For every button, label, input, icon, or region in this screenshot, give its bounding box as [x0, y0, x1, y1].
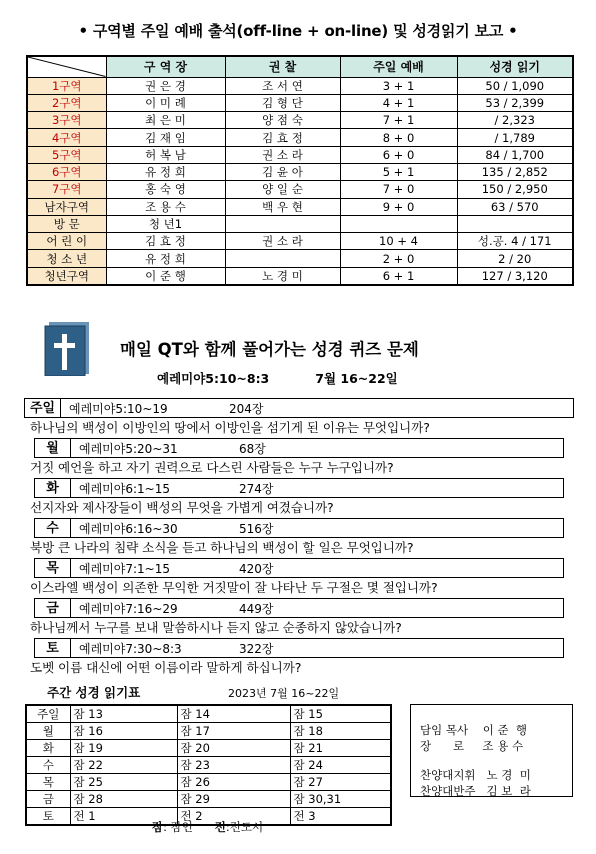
worship-cell: 6 + 1: [340, 267, 457, 285]
reading-cell-3: 잠 30,31: [290, 791, 391, 808]
leader-cell: 최 은 미: [106, 112, 225, 129]
worship-cell: 7 + 0: [340, 181, 457, 198]
quiz-hymn: 449장: [239, 601, 274, 616]
legend-val-1: : 잠언: [163, 820, 193, 834]
deacon-cell: 권 소 라: [225, 233, 340, 250]
attendance-row: [27, 233, 573, 250]
quiz-question: 이스라엘 백성이 의존한 무익한 거짓말이 잘 나타난 두 구절은 몇 절입니까?: [30, 580, 438, 595]
worship-cell: 9 + 0: [340, 198, 457, 215]
attendance-row: [27, 198, 573, 215]
legend-key-2: 전: [214, 820, 226, 834]
deacon-cell: 노 경 미: [225, 267, 340, 285]
header-worship: 주일 예배: [340, 56, 457, 77]
quiz-day-header: [34, 518, 564, 538]
reading-cell: 63 / 570: [457, 198, 573, 215]
reading-cell: [457, 215, 573, 232]
header-leader: 구 역 장: [106, 56, 225, 77]
reading-cell-1: 잠 22: [70, 757, 177, 774]
quiz-day-label: 금: [35, 599, 71, 617]
reading-day-cell: 주일: [26, 705, 70, 723]
zone-cell: 어 린 이: [27, 233, 106, 250]
staff-choir-accompanist: 찬양대반주 김 보 라: [420, 783, 531, 798]
reading-cell-2: 잠 17: [177, 723, 290, 740]
quiz-hymn: 322장: [239, 641, 274, 656]
quiz-day-label: 주일: [25, 399, 61, 417]
reading-day-cell: 화: [26, 740, 70, 757]
quiz-question: 선지자와 제사장들이 백성의 무엇을 가볍게 여겼습니까?: [30, 500, 334, 515]
reading-cell-1: 잠 28: [70, 791, 177, 808]
quiz-hymn: 274장: [239, 481, 274, 496]
reading-cell-3: 잠 18: [290, 723, 391, 740]
reading-row: [26, 791, 391, 808]
leader-cell: 조 용 수: [106, 198, 225, 215]
deacon-cell: 김 윤 아: [225, 163, 340, 180]
reading-day-cell: 수: [26, 757, 70, 774]
leader-cell: 김 재 임: [106, 129, 225, 146]
reading-cell: 2 / 20: [457, 250, 573, 267]
reading-date: 2023년 7월 16~22일: [228, 687, 340, 700]
quiz-scripture-ref: 예레미야7:1~15: [79, 561, 171, 576]
reading-cell-2: 잠 23: [177, 757, 290, 774]
reading-cell-2: 잠 14: [177, 705, 290, 723]
quiz-day-label: 토: [35, 639, 71, 657]
quiz-day-header: [24, 398, 574, 418]
leader-cell: 이 미 례: [106, 94, 225, 111]
quiz-scripture-ref: 예레미야5:10~19: [69, 401, 168, 416]
reading-cell-2: 잠 20: [177, 740, 290, 757]
quiz-question: 거짓 예언을 하고 자기 권력으로 다스린 사람들은 누구 누구입니까?: [30, 460, 394, 475]
zone-cell: 7구역: [27, 181, 106, 198]
attendance-row: [27, 215, 573, 232]
reading-cell: 50 / 1,090: [457, 77, 573, 94]
quiz-day-header: [34, 638, 564, 658]
reading-cell-2: 잠 29: [177, 791, 290, 808]
reading-cell-3: 잠 24: [290, 757, 391, 774]
reading-cell: / 2,323: [457, 112, 573, 129]
reading-cell: 53 / 2,399: [457, 94, 573, 111]
quiz-question: 도벳 이름 대신에 어떤 이름이라 말하게 하십니까?: [30, 660, 302, 675]
leader-cell: 권 은 경: [106, 77, 225, 94]
reading-row: [26, 740, 391, 757]
zone-cell: 2구역: [27, 94, 106, 111]
quiz-question: 북방 큰 나라의 침략 소식을 듣고 하나님의 백성이 할 일은 무엇입니까?: [30, 540, 414, 555]
reading-cell: 84 / 1,700: [457, 146, 573, 163]
quiz-day-label: 월: [35, 439, 71, 457]
reading-cell: / 1,789: [457, 129, 573, 146]
attendance-header-row: [27, 56, 573, 77]
quiz-range: 예레미야5:10~8:3: [157, 371, 270, 386]
quiz-day-header: [34, 558, 564, 578]
worship-cell: 4 + 1: [340, 94, 457, 111]
zone-cell: 청 소 년: [27, 250, 106, 267]
reading-cell-2: 잠 26: [177, 774, 290, 791]
leader-cell: 청 년1: [106, 215, 225, 232]
legend-key-1: 잠: [152, 820, 164, 834]
staff-choir-conductor: 찬양대지휘 노 경 미: [420, 768, 531, 783]
attendance-row: [27, 146, 573, 163]
quiz-day-header: [34, 478, 564, 498]
reading-cell: 135 / 2,852: [457, 163, 573, 180]
quiz-hymn: 420장: [239, 561, 274, 576]
deacon-cell: 조 서 연: [225, 77, 340, 94]
attendance-row: [27, 267, 573, 285]
bible-cross-icon: [43, 318, 93, 376]
quiz-title: 매일 QT와 함께 풀어가는 성경 퀴즈 문제: [120, 340, 419, 359]
zone-cell: 남자구역: [27, 198, 106, 215]
corner-cell: [27, 56, 106, 77]
zone-cell: 방 문: [27, 215, 106, 232]
worship-cell: 7 + 1: [340, 112, 457, 129]
reading-cell-3: 잠 21: [290, 740, 391, 757]
quiz-question: 하나님께서 누구를 보내 말씀하시나 듣지 않고 순종하지 않았습니까?: [30, 620, 402, 635]
zone-cell: 청년구역: [27, 267, 106, 285]
attendance-row: [27, 181, 573, 198]
reading-cell-3: 잠 27: [290, 774, 391, 791]
deacon-cell: 김 효 정: [225, 129, 340, 146]
attendance-row: [27, 129, 573, 146]
quiz-day-label: 수: [35, 519, 71, 537]
worship-cell: 5 + 1: [340, 163, 457, 180]
deacon-cell: [225, 250, 340, 267]
attendance-row: [27, 112, 573, 129]
worship-cell: 2 + 0: [340, 250, 457, 267]
reading-cell-1: 잠 16: [70, 723, 177, 740]
quiz-dates: 7월 16~22일: [315, 371, 398, 386]
reading-cell-1: 잠 19: [70, 740, 177, 757]
reading-cell-3: 잠 15: [290, 705, 391, 723]
quiz-day-header: [34, 598, 564, 618]
reading-cell-1: 잠 25: [70, 774, 177, 791]
reading-day-cell: 목: [26, 774, 70, 791]
leader-cell: 유 정 희: [106, 250, 225, 267]
quiz-day-label: 목: [35, 559, 71, 577]
reading-cell: 127 / 3,120: [457, 267, 573, 285]
reading-row: [26, 723, 391, 740]
reading-legend: [152, 819, 263, 835]
attendance-row: [27, 163, 573, 180]
quiz-subtitle: [157, 369, 398, 387]
reading-cell-1: 잠 13: [70, 705, 177, 723]
deacon-cell: 양 점 숙: [225, 112, 340, 129]
reading-row: [26, 757, 391, 774]
reading-day-cell: 토: [26, 808, 70, 826]
staff-pastor: 담임 목사 이 준 행: [420, 723, 528, 737]
leader-cell: 유 정 희: [106, 163, 225, 180]
quiz-hymn: 204장: [229, 401, 264, 416]
reading-cell: 성.공. 4 / 171: [457, 233, 573, 250]
header-deacon: 권 찰: [225, 56, 340, 77]
deacon-cell: 양 일 순: [225, 181, 340, 198]
quiz-day-header: [34, 438, 564, 458]
reading-title: 주간 성경 읽기표: [47, 685, 141, 700]
attendance-row: [27, 250, 573, 267]
leader-cell: 김 효 정: [106, 233, 225, 250]
deacon-cell: 백 우 현: [225, 198, 340, 215]
deacon-cell: 김 형 단: [225, 94, 340, 111]
quiz-hymn: 68장: [239, 441, 266, 456]
quiz-hymn: 516장: [239, 521, 274, 536]
reading-row: [26, 705, 391, 723]
worship-cell: 8 + 0: [340, 129, 457, 146]
quiz-day-label: 화: [35, 479, 71, 497]
reading-day-cell: 월: [26, 723, 70, 740]
attendance-row: [27, 94, 573, 111]
reading-cell: 150 / 2,950: [457, 181, 573, 198]
attendance-table: [26, 55, 574, 286]
quiz-scripture-ref: 예레미야6:16~30: [79, 521, 178, 536]
quiz-scripture-ref: 예레미야7:16~29: [79, 601, 178, 616]
zone-cell: 4구역: [27, 129, 106, 146]
leader-cell: 홍 숙 영: [106, 181, 225, 198]
deacon-cell: 권 소 라: [225, 146, 340, 163]
quiz-list: [24, 398, 574, 678]
reading-day-cell: 금: [26, 791, 70, 808]
zone-cell: 1구역: [27, 77, 106, 94]
quiz-scripture-ref: 예레미야7:30~8:3: [79, 641, 182, 656]
reading-cell-2: 전 2: [177, 808, 290, 826]
worship-cell: [340, 215, 457, 232]
page-title: • 구역별 주일 예배 출석(off-line + on-line) 및 성경읽기 보고 •: [78, 22, 518, 40]
leader-cell: 허 복 남: [106, 146, 225, 163]
reading-row: [26, 774, 391, 791]
worship-cell: 10 + 4: [340, 233, 457, 250]
legend-val-2: :전도서: [225, 820, 264, 834]
attendance-row: [27, 77, 573, 94]
quiz-scripture-ref: 예레미야6:1~15: [79, 481, 171, 496]
reading-table: [25, 704, 392, 826]
worship-cell: 6 + 0: [340, 146, 457, 163]
worship-cell: 3 + 1: [340, 77, 457, 94]
reading-cell-1: 전 1: [70, 808, 177, 826]
leader-cell: 이 준 행: [106, 267, 225, 285]
reading-cell-3: 전 3: [290, 808, 391, 826]
deacon-cell: [225, 215, 340, 232]
quiz-question: 하나님의 백성이 이방인의 땅에서 이방인을 섬기게 된 이유는 무엇입니까?: [30, 420, 430, 435]
zone-cell: 5구역: [27, 146, 106, 163]
zone-cell: 6구역: [27, 163, 106, 180]
staff-box: [410, 704, 573, 797]
zone-cell: 3구역: [27, 112, 106, 129]
quiz-scripture-ref: 예레미야5:20~31: [79, 441, 178, 456]
staff-elder: 장 로 조 용 수: [420, 738, 524, 753]
header-reading: 성경 읽기: [457, 56, 573, 77]
